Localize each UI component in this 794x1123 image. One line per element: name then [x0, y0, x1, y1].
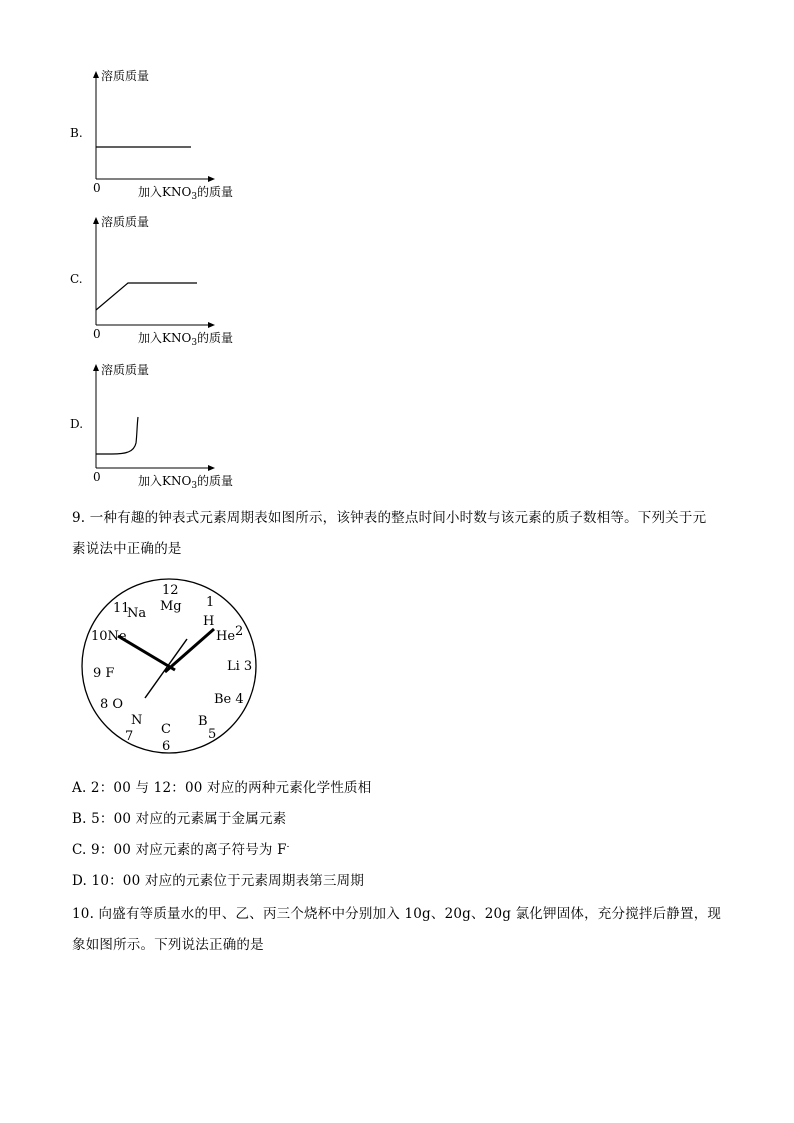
option-letter: D.: [70, 417, 84, 431]
q9-option-c: C. 9：00 对应元素的离子符号为 F-: [72, 841, 290, 858]
y-axis-label: 溶质质量: [101, 215, 150, 229]
clock-2-number: 2: [235, 624, 244, 639]
element-clock: [75, 572, 265, 762]
q9-line1: 9. 一种有趣的钟表式元素周期表如图所示，该钟表的整点时间小时数与该元素的质子数相等。下列关于元: [72, 510, 707, 526]
graph-axes: [60, 208, 260, 348]
graph-axes: [60, 62, 260, 202]
curve-exponential: [96, 417, 138, 454]
clock-6-symbol: C: [161, 722, 171, 737]
clock-5-symbol: B: [198, 714, 208, 729]
graph-b: [60, 62, 260, 202]
q9-option-a: A. 2：00 与 12：00 对应的两种元素化学性质相: [72, 780, 372, 796]
clock-2-symbol: He: [216, 629, 236, 644]
option-letter: C.: [70, 272, 83, 286]
q9-option-b: B. 5：00 对应的元素属于金属元素: [72, 811, 287, 827]
clock-7-symbol: N: [131, 713, 143, 728]
clock-6-number: 6: [162, 739, 171, 754]
clock-1-symbol: H: [203, 614, 215, 629]
x-axis-label: 加入$KNO_3$的质量: [138, 474, 234, 491]
graph-c: [60, 208, 260, 348]
origin-label: 0: [93, 181, 101, 195]
hour-hand-right: [165, 629, 214, 672]
graph-d: [60, 355, 260, 495]
clock-4-symbol: Be 4: [214, 692, 244, 707]
minute-hand: [145, 639, 187, 698]
clock-10-symbol: 10Ne: [91, 629, 127, 644]
clock-7-number: 7: [125, 729, 134, 744]
y-axis-label: 溶质质量: [101, 363, 150, 377]
q10-line1: 10. 向盛有等质量水的甲、乙、丙三个烧杯中分别加入 10g、20g、20g 氯化钾固体，充分搅拌后静置，现: [72, 906, 722, 922]
x-axis-label: 加入$KNO_3$的质量: [138, 331, 234, 348]
q9-option-d: D. 10：00 对应的元素位于元素周期表第三周期: [72, 873, 365, 889]
q10-line2: 象如图所示。下列说法正确的是: [72, 937, 264, 953]
clock-12-number: 12: [162, 583, 179, 598]
q9-line2: 素说法中正确的是: [72, 541, 182, 557]
clock-3-symbol: Li 3: [227, 659, 253, 674]
clock-9-symbol: 9 F: [93, 666, 115, 681]
option-letter: B.: [70, 126, 83, 140]
curve-rise-flat: [96, 283, 197, 310]
clock-11-symbol: Na: [127, 606, 147, 621]
clock-1-number: 1: [206, 595, 215, 610]
y-axis-label: 溶质质量: [101, 69, 150, 83]
clock-12-symbol: Mg: [160, 599, 182, 614]
origin-label: 0: [93, 327, 101, 341]
clock-8-symbol: 8 O: [100, 697, 124, 712]
clock-5-number: 5: [208, 727, 217, 742]
x-axis-label: 加入$KNO_3$的质量: [138, 185, 234, 202]
origin-label: 0: [93, 470, 101, 484]
clock-11-number: 11: [113, 601, 130, 616]
